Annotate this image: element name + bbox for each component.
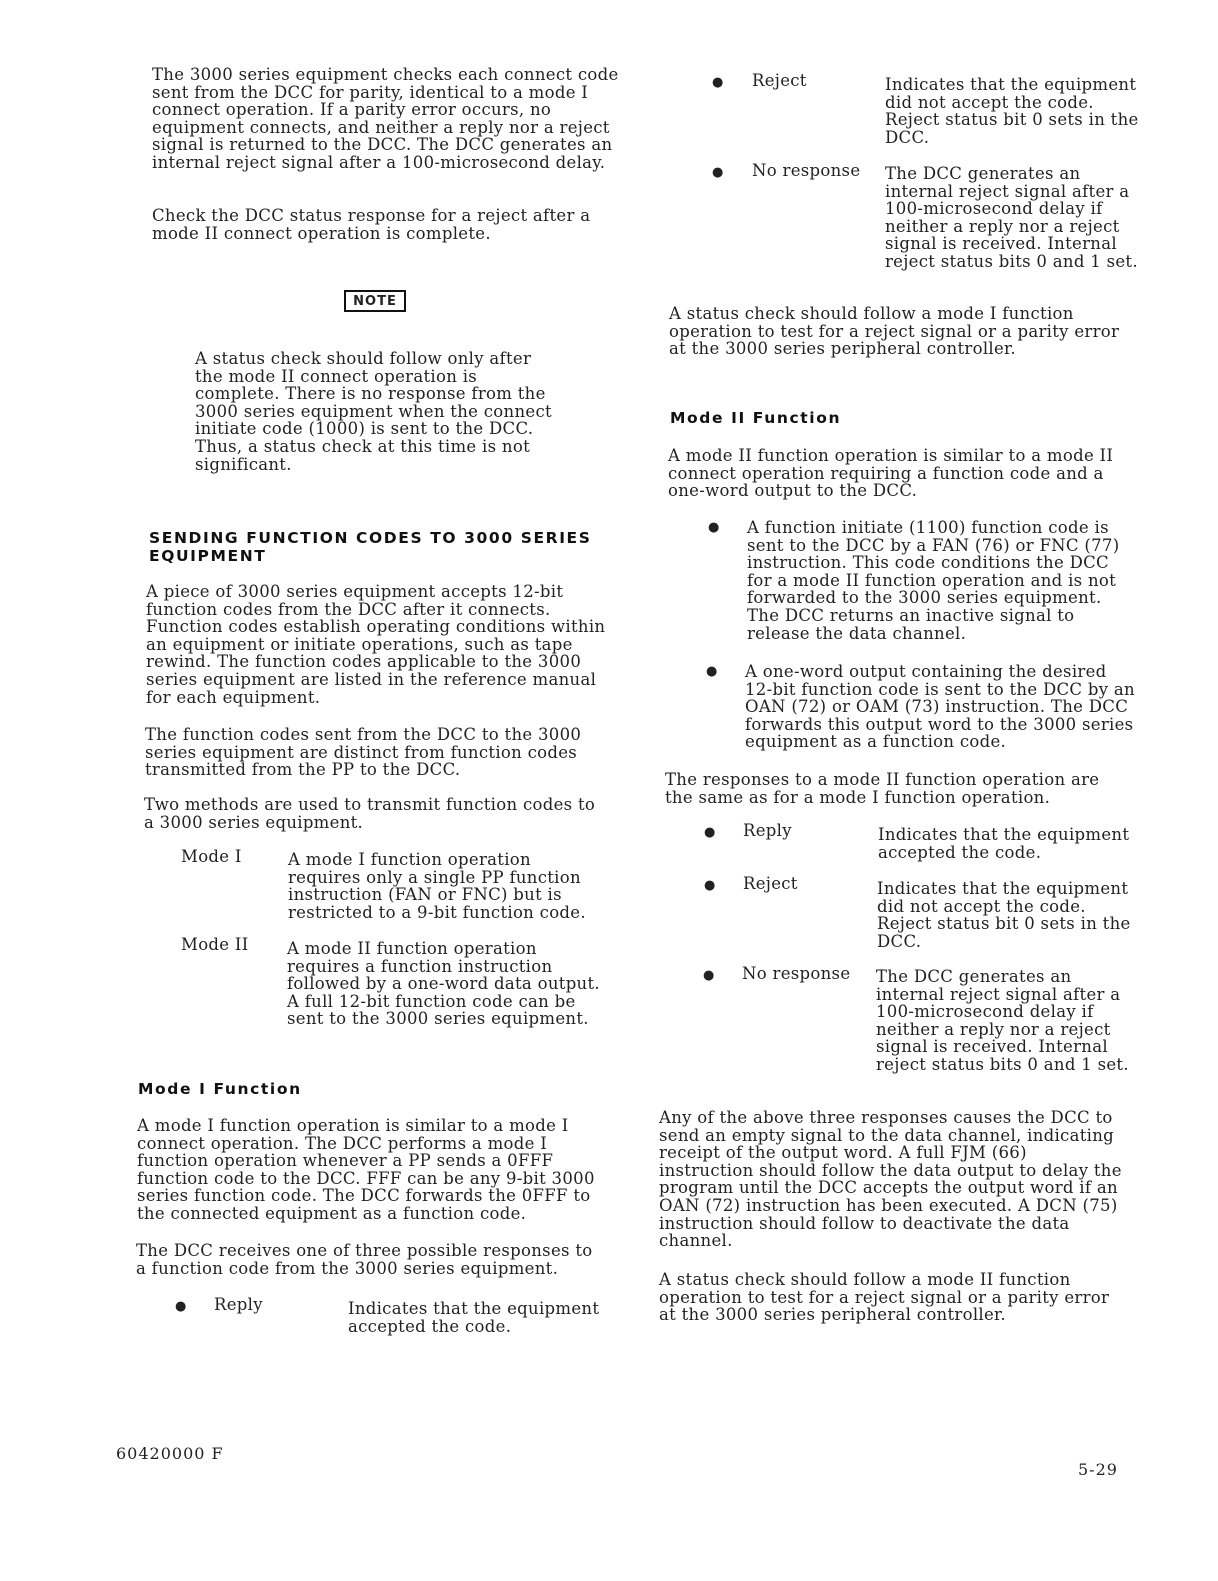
function-codes-paragraph: A piece of 3000 series equipment accepts 12-bit function codes from the DCC after it connects. Function codes establish operating conditions within an equipment or initiate operations, such as tape rewind. The function codes applicable to the 3000 series equipment are listed in the reference manual for each equipment. bbox=[146, 582, 606, 707]
response-no-response-description: The DCC generates an internal reject signal after a 100-microsecond delay if neither a reply nor a reject signal is received. Internal reject status bits 0 and 1 set. bbox=[876, 967, 1129, 1074]
bullet-icon: ● bbox=[703, 968, 715, 983]
response-reply-description: Indicates that the equipment accepted the code. bbox=[878, 825, 1130, 862]
response-reject-term: Reject bbox=[743, 874, 798, 893]
note-label: NOTE bbox=[344, 290, 406, 312]
mode-ii-step-1: A function initiate (1100) function code is sent to the DCC by a FAN (76) or FNC (77) instruction. This code conditions the DCC for a mode II function operation and is not forwarded to the 3000 series equipment. The DCC returns an inactive signal to release the data channel. bbox=[747, 518, 1120, 643]
bullet-icon: ● bbox=[712, 75, 724, 90]
reply-description: Indicates that the equipment accepted the code. bbox=[348, 1299, 600, 1336]
subheading-mode-i-function: Mode I Function bbox=[138, 1080, 302, 1098]
reject-term: Reject bbox=[752, 71, 807, 90]
mode-ii-status-check-paragraph: A status check should follow a mode II function operation to test for a reject signal or a parity error at the 3000 series peripheral controller. bbox=[659, 1270, 1110, 1325]
mode-ii-step-2: A one-word output containing the desired 12-bit function code is sent to the DCC by an OAN (72) or OAM (73) instruction. The DCC forwards this output word to the 3000 series equipment as a function code. bbox=[745, 662, 1135, 752]
intro-paragraph: The 3000 series equipment checks each connect code sent from the DCC for parity, identical to a mode I connect operation. If a parity error occurs, no equipment connects, and neither a reply nor a reject signal is returned to the DCC. The DCC generates an internal reject signal after a 100-microsecond delay. bbox=[152, 65, 619, 172]
reject-description: Indicates that the equipment did not accept the code. Reject status bit 0 sets in the DCC. bbox=[885, 75, 1139, 147]
mode-ii-description: A mode II function operation requires a function instruction followed by a one-word data output. A full 12-bit function code can be sent to the 3000 series equipment. bbox=[287, 939, 600, 1029]
mode-i-term: Mode I bbox=[181, 847, 242, 866]
section-heading-sending-function-codes: SENDING FUNCTION CODES TO 3000 SERIES EQUIPMENT bbox=[149, 529, 592, 565]
bullet-icon: ● bbox=[175, 1299, 187, 1314]
responses-intro-paragraph: The DCC receives one of three possible responses to a function code from the 3000 series equipment. bbox=[136, 1241, 593, 1278]
response-no-response-term: No response bbox=[742, 964, 851, 983]
bullet-icon: ● bbox=[712, 165, 724, 180]
bullet-icon: ● bbox=[708, 520, 720, 535]
document-number: 60420000 F bbox=[116, 1444, 224, 1463]
no-response-term: No response bbox=[752, 161, 861, 180]
page-number: 5-29 bbox=[1078, 1460, 1118, 1479]
mode-ii-term: Mode II bbox=[181, 935, 249, 954]
two-methods-paragraph: Two methods are used to transmit function codes to a 3000 series equipment. bbox=[144, 795, 596, 832]
mode-ii-responses-paragraph: The responses to a mode II function operation are the same as for a mode I function operation. bbox=[665, 770, 1100, 807]
status-check-paragraph: Check the DCC status response for a reject after a mode II connect operation is complete. bbox=[152, 206, 591, 243]
distinct-codes-paragraph: The function codes sent from the DCC to the 3000 series equipment are distinct from function codes transmitted from the PP to the DCC. bbox=[145, 725, 582, 780]
bullet-icon: ● bbox=[706, 664, 718, 679]
bullet-icon: ● bbox=[704, 878, 716, 893]
mode-i-function-paragraph: A mode I function operation is similar to a mode I connect operation. The DCC performs a mode I function operation whenever a PP sends a 0FFF function code to the DCC. FFF can be any 9-bit 3000 series function code. The DCC forwards the 0FFF to the connected equipment as a function code. bbox=[137, 1116, 595, 1223]
response-reply-term: Reply bbox=[743, 821, 792, 840]
no-response-description: The DCC generates an internal reject signal after a 100-microsecond delay if neither a reply nor a reject signal is received. Internal reject status bits 0 and 1 set. bbox=[885, 164, 1138, 271]
mode-i-description: A mode I function operation requires only a single PP function instruction (FAN or FNC) but is restricted to a 9-bit function code. bbox=[288, 850, 586, 922]
note-text: A status check should follow only after the mode II connect operation is complete. There is no response from the 3000 series equipment when the connect initiate code (1000) is sent to the DCC. Thus, a status check at this time is not significant. bbox=[195, 349, 552, 474]
reply-term: Reply bbox=[214, 1295, 263, 1314]
empty-signal-paragraph: Any of the above three responses causes the DCC to send an empty signal to the data channel, indicating receipt of the output word. A full FJM (66) instruction should follow the data output to delay the program until the DCC accepts the output word if an OAN (72) instruction has been executed. A DCN (75) instruction should follow to deactivate the data channel. bbox=[659, 1108, 1122, 1251]
mode-ii-function-paragraph: A mode II function operation is similar to a mode II connect operation requiring a function code and a one-word output to the DCC. bbox=[668, 446, 1114, 501]
mode-i-status-check-paragraph: A status check should follow a mode I function operation to test for a reject signal or a parity error at the 3000 series peripheral controller. bbox=[669, 304, 1120, 359]
bullet-icon: ● bbox=[704, 825, 716, 840]
subheading-mode-ii-function: Mode II Function bbox=[670, 409, 842, 427]
response-reject-description: Indicates that the equipment did not accept the code. Reject status bit 0 sets in the DCC. bbox=[877, 879, 1131, 951]
